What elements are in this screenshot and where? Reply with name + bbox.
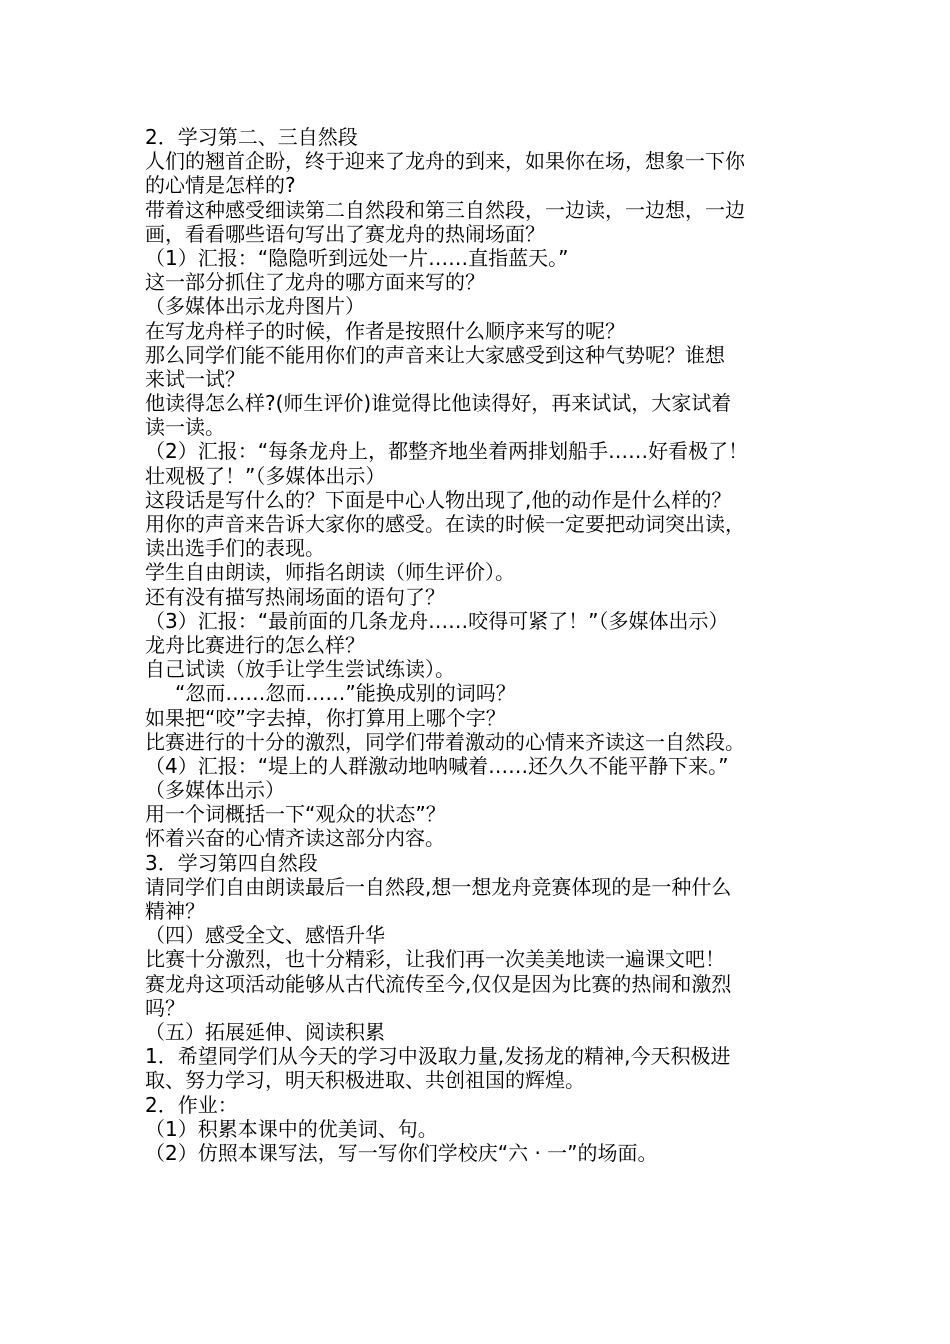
text-line: 比赛十分激烈，也十分精彩，让我们再一次美美地读一遍课文吧！ bbox=[145, 947, 725, 972]
text-line: 那么同学们能不能用你们的声音来让大家感受到这种气势呢？谁想 bbox=[145, 342, 725, 367]
text-line: （五）拓展延伸、阅读积累 bbox=[145, 1019, 385, 1044]
text-line: “忽而……忽而……”能换成别的词吗？ bbox=[175, 681, 516, 706]
text-line: 比赛进行的十分的激烈，同学们带着激动的心情来齐读这一自然段。 bbox=[145, 729, 745, 754]
text-line: 取、努力学习，明天积极进取、共创祖国的辉煌。 bbox=[145, 1068, 585, 1093]
text-line: 他读得怎么样?(师生评价)谁觉得比他读得好，再来试试，大家试着 bbox=[145, 391, 732, 416]
text-line: 人们的翘首企盼，终于迎来了龙舟的到来，如果你在场，想象一下你 bbox=[145, 149, 745, 174]
text-line: 用一个词概括一下“观众的状态”？ bbox=[145, 802, 446, 827]
text-line: （四）感受全文、感悟升华 bbox=[145, 923, 385, 948]
text-line: （4）汇报：“堤上的人群激动地呐喊着……还久久不能平静下来。” bbox=[145, 753, 729, 778]
text-line: 2．学习第二、三自然段 bbox=[145, 125, 358, 149]
text-line: 请同学们自由朗读最后一自然段,想一想龙舟竞赛体现的是一种什么 bbox=[145, 874, 732, 899]
text-line: （2）仿照本课写法，写一写你们学校庆“六 · 一”的场面。 bbox=[145, 1140, 658, 1165]
text-line: 精神？ bbox=[145, 899, 205, 923]
text-line: 吗？ bbox=[145, 995, 185, 1020]
text-line: 3．学习第四自然段 bbox=[145, 850, 318, 875]
text-line: 读一读。 bbox=[145, 415, 225, 440]
text-line: 在写龙舟样子的时候，作者是按照什么顺序来写的呢？ bbox=[145, 318, 625, 343]
text-line: 2．作业： bbox=[145, 1092, 238, 1117]
text-line: 赛龙舟这项活动能够从古代流传至今,仅仅是因为比赛的热闹和激烈 bbox=[145, 971, 732, 996]
text-line: 壮观极了！”（多媒体出示） bbox=[145, 463, 386, 488]
text-line: （多媒体出示龙舟图片） bbox=[145, 294, 365, 319]
text-line: 带着这种感受细读第二自然段和第三自然段，一边读，一边想，一边 bbox=[145, 197, 745, 222]
text-line: 怀着兴奋的心情齐读这部分内容。 bbox=[145, 826, 445, 851]
text-line: 的心情是怎样的? bbox=[145, 173, 296, 198]
text-line: 读出选手们的表现。 bbox=[145, 536, 325, 561]
document-body bbox=[145, 125, 810, 1165]
text-line: （2）汇报：“每条龙舟上，都整齐地坐着两排划船手……好看极了！ bbox=[145, 439, 749, 464]
text-line: 还有没有描写热闹场面的语句了？ bbox=[145, 584, 445, 609]
text-line: 来试一试？ bbox=[145, 366, 245, 391]
text-line: （3）汇报：“最前面的几条龙舟……咬得可紧了！”（多媒体出示） bbox=[145, 608, 729, 633]
text-line: （多媒体出示） bbox=[145, 778, 285, 803]
text-line: 这段话是写什么的？下面是中心人物出现了,他的动作是什么样的？ bbox=[145, 487, 732, 512]
text-line: （1）积累本课中的优美词、句。 bbox=[145, 1116, 438, 1141]
text-line: 如果把“咬”字去掉，你打算用上哪个字？ bbox=[145, 705, 506, 730]
text-line: 学生自由朗读，师指名朗读（师生评价）。 bbox=[145, 560, 515, 585]
text-line: 自己试读（放手让学生尝试练读）。 bbox=[145, 657, 455, 682]
text-line: 用你的声音来告诉大家你的感受。在读的时候一定要把动词突出读， bbox=[145, 512, 745, 536]
text-line: 这一部分抓住了龙舟的哪方面来写的？ bbox=[145, 270, 485, 295]
text-line: （1）汇报：“隐隐听到远处一片……直指蓝天。” bbox=[145, 245, 569, 270]
text-line: 1．希望同学们从今天的学习中汲取力量,发扬龙的精神,今天积极进 bbox=[145, 1044, 731, 1069]
text-line: 龙舟比赛进行的怎么样？ bbox=[145, 632, 365, 657]
text-line: 画，看看哪些语句写出了赛龙舟的热闹场面？ bbox=[145, 221, 545, 246]
